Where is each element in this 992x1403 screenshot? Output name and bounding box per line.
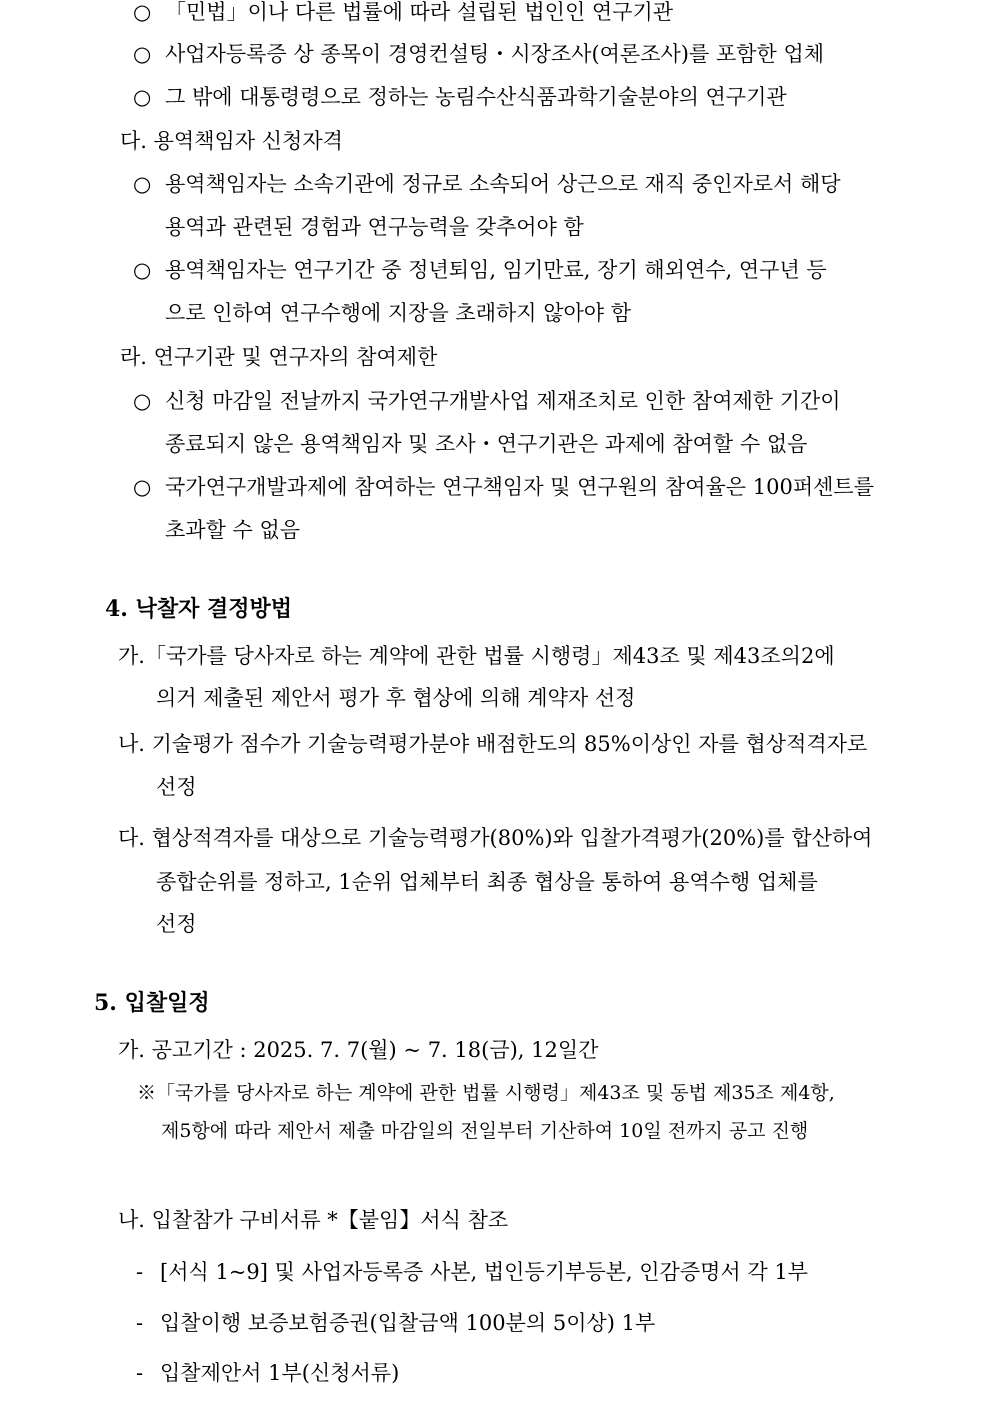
bullet-item: ○ 신청 마감일 전날까지 국가연구개발사업 제재조치로 인한 참여제한 기간이 [133,389,841,413]
document-list-item: - [서식 1~9] 및 사업자등록증 사본, 법인등기부등본, 인감증명서 각 1부 [136,1260,808,1284]
numbered-item-continuation: 의거 제출된 제안서 평가 후 협상에 의해 계약자 선정 [156,686,636,710]
bullet-item: ○ 용역책임자는 소속기관에 정규로 소속되어 상근으로 재직 중인자로서 해당 [133,172,841,196]
bullet-item-continuation: 으로 인하여 연구수행에 지장을 초래하지 않아야 함 [165,301,632,325]
reference-note-continuation: 제5항에 따라 제안서 제출 마감일의 전일부터 기산하여 10일 전까지 공고 진행 [161,1120,809,1142]
bullet-item-continuation: 종료되지 않은 용역책임자 및 조사・연구기관은 과제에 참여할 수 없음 [165,432,808,456]
dash-icon: - [136,1311,144,1335]
section-title-5: 5. 입찰일정 [94,990,210,1016]
bullet-item: ○ 그 밖에 대통령령으로 정하는 농림수산식품과학기술분야의 연구기관 [133,85,787,109]
required-documents-heading: 나. 입찰참가 구비서류 *【붙임】서식 참조 [118,1208,509,1232]
numbered-item: 나. 기술평가 점수가 기술능력평가분야 배점한도의 85%이상인 자를 협상적격자로 [118,732,868,756]
bullet-icon: ○ [133,172,152,196]
bullet-item: ○ 국가연구개발과제에 참여하는 연구책임자 및 연구원의 참여율은 100퍼센트를 [133,475,874,499]
bullet-item: ○ 사업자등록증 상 종목이 경영컨설팅・시장조사(여론조사)를 포함한 업체 [133,42,825,66]
dash-icon: - [136,1260,144,1284]
section-title-4: 4. 낙찰자 결정방법 [105,596,293,622]
bullet-item-continuation: 용역과 관련된 경험과 연구능력을 갖추어야 함 [165,215,584,239]
bullet-item: ○ 용역책임자는 연구기간 중 정년퇴임, 임기만료, 장기 해외연수, 연구년 등 [133,258,827,282]
numbered-item-continuation: 선정 [156,775,197,799]
document-list-item: - 입찰제안서 1부(신청서류) [136,1361,400,1385]
subheading-ra: 라. 연구기관 및 연구자의 참여제한 [120,345,438,369]
reference-note: ※「국가를 당사자로 하는 계약에 관한 법률 시행령」제43조 및 동법 제35조 제4항, [137,1082,835,1104]
bullet-icon: ○ [133,258,152,282]
bullet-icon: ○ [133,0,152,24]
bullet-icon: ○ [133,389,152,413]
bullet-icon: ○ [133,42,152,66]
bullet-icon: ○ [133,475,152,499]
schedule-period: 가. 공고기간 : 2025. 7. 7(월) ~ 7. 18(금), 12일간 [118,1038,599,1062]
bullet-item-continuation: 초과할 수 없음 [165,518,301,542]
numbered-item: 가.「국가를 당사자로 하는 계약에 관한 법률 시행령」제43조 및 제43조의2에 [118,644,835,668]
bullet-icon: ○ [133,85,152,109]
numbered-item: 다. 협상적격자를 대상으로 기술능력평가(80%)와 입찰가격평가(20%)를 합산하여 [118,826,873,850]
bullet-item: ○ 「민법」이나 다른 법률에 따라 설립된 법인인 연구기관 [133,0,674,24]
numbered-item-continuation: 종합순위를 정하고, 1순위 업체부터 최종 협상을 통하여 용역수행 업체를 [156,870,818,894]
subheading-da: 다. 용역책임자 신청자격 [120,129,343,153]
document-list-item: - 입찰이행 보증보험증권(입찰금액 100분의 5이상) 1부 [136,1311,656,1335]
numbered-item-continuation: 선정 [156,912,197,936]
dash-icon: - [136,1361,144,1385]
